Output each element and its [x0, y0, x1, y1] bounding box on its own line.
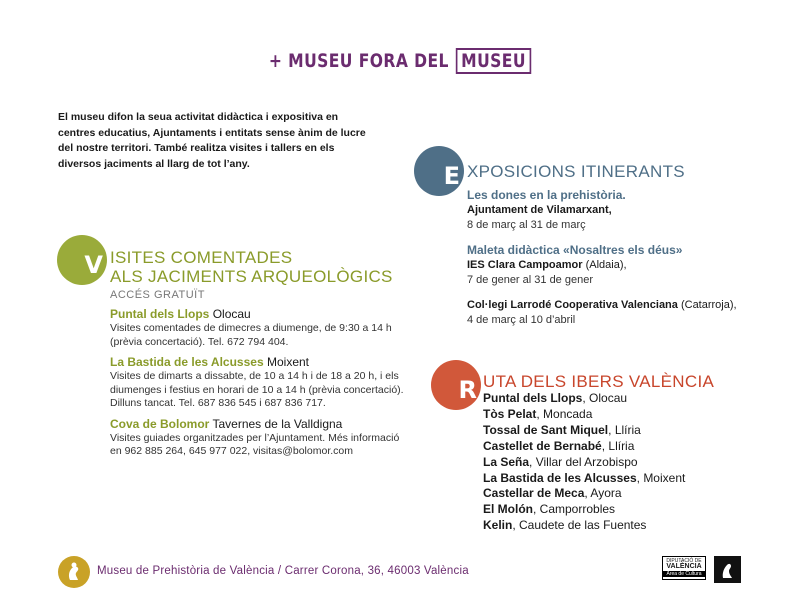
site-place: Olocau	[212, 307, 251, 321]
ruta-town: Caudete de las Fuentes	[519, 518, 647, 533]
exposicio-venue: Col·legi Larrodé Cooperativa Valenciana	[467, 299, 678, 311]
site-place: Tavernes de la Valldigna	[212, 416, 343, 431]
title-boxed-word: MUSEU	[455, 48, 531, 74]
visites-title-line2: ALS JACIMENTS ARQUEOLÒGICS	[110, 267, 393, 286]
exposicio-dates: 4 de març al 10 d’abril	[467, 314, 576, 326]
visites-title	[110, 248, 393, 286]
ruta-town: Moncada	[543, 406, 593, 421]
exposicions-list	[467, 188, 787, 338]
exposicio-venue: Ajuntament de Vilamarxant,	[467, 204, 612, 216]
ruta-town: Ayora	[590, 486, 622, 501]
exposicio-venue-extra: (Catarroja),	[677, 299, 737, 311]
ruta-item: Tossal de Sant Miquel, Llíria	[483, 422, 641, 437]
museum-logo-icon	[58, 556, 90, 588]
diputacio-logo	[662, 556, 706, 580]
ruta-town: Moixent	[643, 470, 686, 485]
exposicio-dates: 7 de gener al 31 de gener	[467, 274, 593, 286]
exposicio-heading: Maleta didàctica «Nosaltres els déus»	[467, 243, 683, 257]
visites-list	[110, 307, 410, 465]
ruta-initial: R	[458, 376, 477, 404]
diputacio-line3: Àrea de Cultura	[663, 571, 705, 577]
ruta-initial-circle	[431, 360, 481, 410]
site-description: Visites de dimarts a dissabte, de 10 a 14 h i de 18 a 20 h, i els diumenges i festius en horari de 10 a 14 h (prèvia concertació). Dilluns tancat. Tel. 687 836 545 i 687 836 717.	[110, 370, 404, 409]
visites-initial: V	[84, 251, 103, 279]
visites-title-line1: ISITES COMENTADES	[110, 248, 293, 267]
exposicio-dates: 8 de març al 31 de març	[467, 219, 586, 231]
exposicio-venue-extra: (Aldaia),	[582, 259, 627, 271]
visites-item	[110, 307, 410, 349]
ruta-item: Tòs Pelat, Moncada	[483, 406, 593, 421]
ruta-town: Llíria	[614, 422, 641, 437]
site-place: Moixent	[266, 355, 310, 369]
page-header	[0, 48, 800, 74]
ruta-item: Kelin, Caudete de las Fuentes	[483, 518, 647, 533]
ruta-item: Puntal dels Llops, Olocau	[483, 391, 628, 405]
exposicio-heading: Les dones en la prehistòria.	[467, 188, 626, 202]
exposicio-venue: IES Clara Campoamor	[467, 259, 583, 271]
site-description: Visites comentades de dimecres a diumenge, de 9:30 a 14 h (prèvia concertació). Tel. 672 794 404.	[110, 322, 392, 348]
exposicions-title: XPOSICIONS ITINERANTS	[467, 162, 685, 181]
ruta-item: El Molón, Camporrobles	[483, 502, 616, 517]
site-name: La Bastida de les Alcusses	[110, 355, 264, 369]
museum-emblem-icon	[714, 556, 741, 583]
ruta-town: Llíria	[608, 438, 635, 453]
ruta-title: UTA DELS IBERS VALÈNCIA	[483, 372, 715, 391]
title-part1: MUSEU FORA DEL	[287, 50, 449, 72]
site-description: Visites guiades organitzades per l’Ajuntament. Més informació en 962 885 264, 645 977 022, visitas@bolomor.com	[110, 431, 400, 457]
visites-initial-circle	[57, 235, 107, 285]
ruta-item: La Seña, Villar del Arzobispo	[483, 454, 638, 469]
ruta-item: Castellet de Bernabé, Llíria	[483, 438, 635, 453]
title-plus: +	[268, 50, 283, 72]
ruta-site: Castellar de Meca	[483, 486, 585, 501]
ruta-site: Kelin	[483, 518, 513, 533]
ruta-site: Castellet de Bernabé	[483, 438, 602, 453]
ruta-site: La Seña	[483, 454, 530, 469]
ruta-site: Tossal de Sant Miquel	[483, 422, 609, 437]
ruta-item: Castellar de Meca, Ayora	[483, 486, 622, 501]
ruta-site: La Bastida de les Alcusses	[483, 470, 637, 485]
ruta-town: Olocau	[589, 391, 628, 405]
visites-subtitle: ACCÉS GRATUÏT	[110, 289, 205, 301]
visites-item	[110, 417, 410, 459]
ruta-item: La Bastida de les Alcusses, Moixent	[483, 470, 686, 485]
ruta-list	[483, 391, 743, 534]
exposicions-initial: E	[443, 162, 460, 190]
ruta-site: El Molón	[483, 502, 533, 517]
diputacio-line2: VALÈNCIA	[666, 563, 702, 570]
ruta-town: Camporrobles	[539, 502, 616, 517]
ruta-town: Villar del Arzobispo	[535, 454, 638, 469]
site-name: Puntal dels Llops	[110, 307, 210, 321]
site-name: Cova de Bolomor	[110, 416, 210, 431]
page-title	[269, 48, 532, 74]
exposicio-item	[467, 298, 787, 328]
intro-paragraph: El museu difon la seua activitat didàctica i expositiva en centres educatius, Ajuntaments i entitats sense ànim de lucre del nostre territori. També realitza visites i tallers en els diversos jaciments al llarg de tot l’any.	[58, 111, 366, 170]
ruta-site: Tòs Pelat	[483, 406, 537, 421]
diputacio-line1: DIPUTACIÓ DE	[666, 558, 702, 564]
ruta-site: Puntal dels Llops	[483, 391, 583, 405]
footer-address: Museu de Prehistòria de València / Carrer Corona, 36, 46003 València	[97, 565, 469, 577]
exposicio-item	[467, 243, 787, 288]
exposicions-initial-circle	[414, 146, 464, 196]
visites-item	[110, 355, 410, 411]
exposicio-item	[467, 188, 787, 233]
